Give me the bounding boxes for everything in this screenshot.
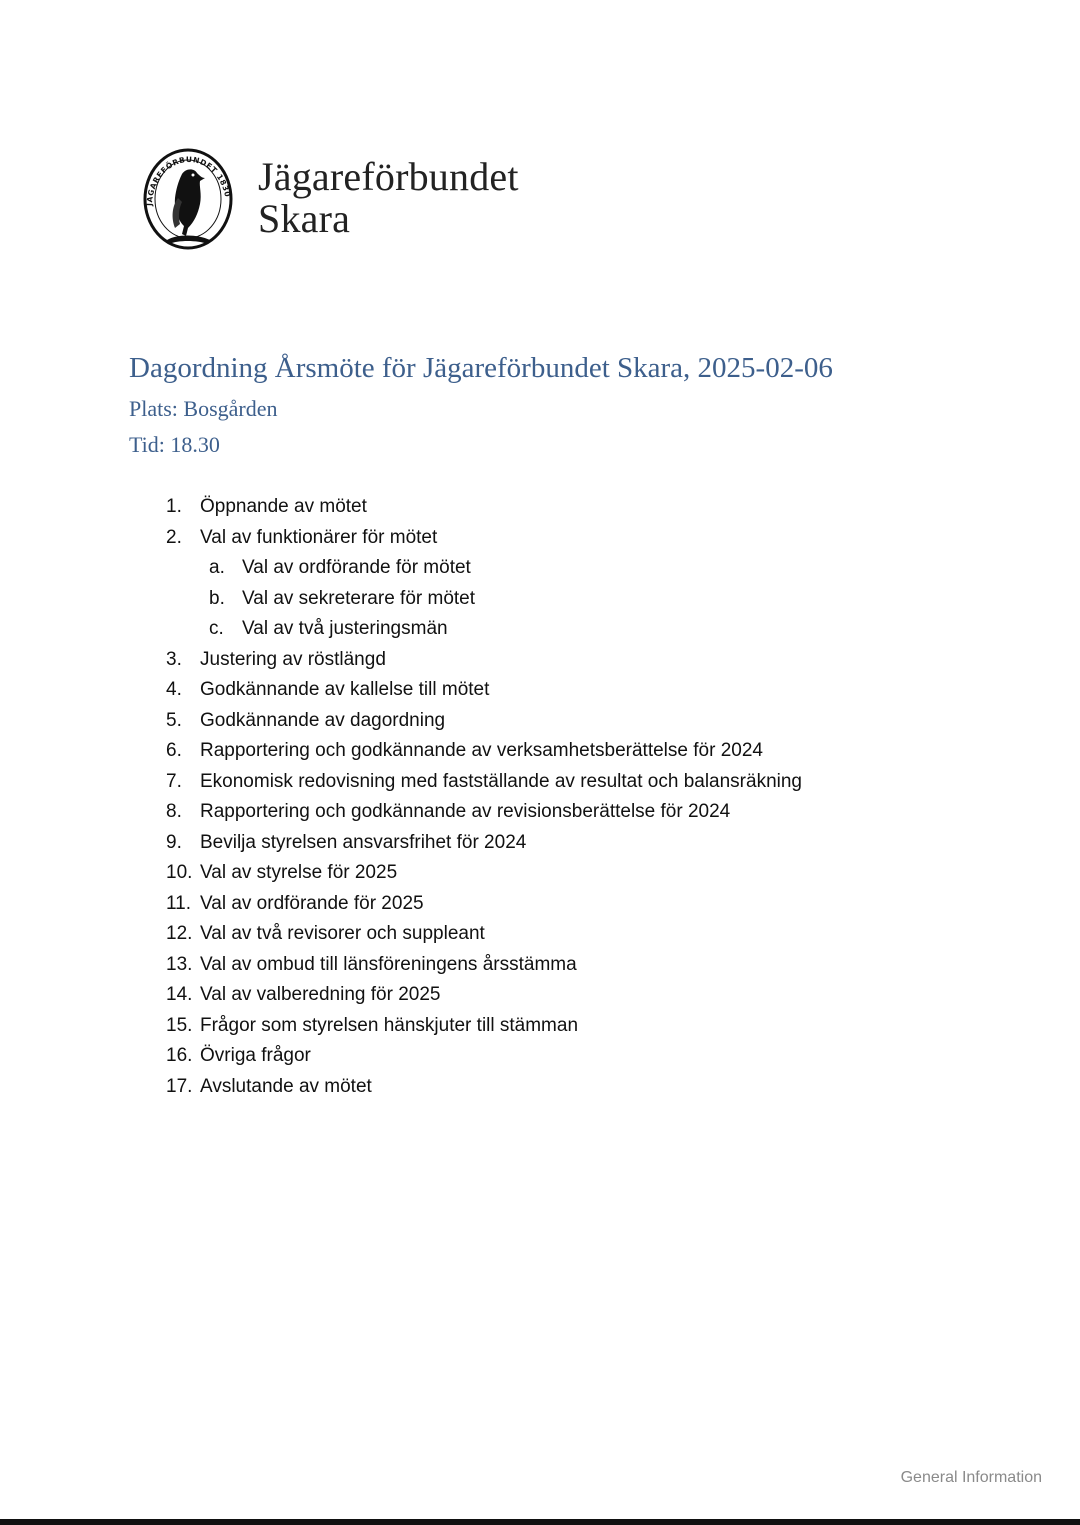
agenda-item <box>0 890 1080 921</box>
agenda-item <box>0 920 1080 951</box>
agenda-item-text: Ekonomisk redovisning med fastställande av resultat och balansräkning <box>200 770 802 792</box>
document-title: Dagordning Årsmöte för Jägareförbundet Skara, 2025-02-06 <box>129 352 833 384</box>
org-name-line2: Skara <box>258 196 351 241</box>
agenda-item <box>0 524 1080 555</box>
agenda-item <box>0 829 1080 860</box>
agenda-item-text: Val av två justeringsmän <box>242 618 448 639</box>
agenda-item <box>0 859 1080 890</box>
agenda-item-text: Rapportering och godkännande av revisionsberättelse för 2024 <box>200 801 731 822</box>
agenda-item-text: Val av sekreterare för mötet <box>242 587 476 609</box>
agenda-item <box>0 707 1080 738</box>
agenda-item <box>0 1073 1080 1104</box>
agenda-item-text: Godkännande av kallelse till mötet <box>200 679 490 700</box>
agenda-item-number: 11. <box>166 892 192 914</box>
agenda-item <box>0 1042 1080 1073</box>
agenda-item-text: Öppnande av mötet <box>200 496 367 517</box>
agenda-item-text: Frågor som styrelsen hänskjuter till stämman <box>200 1014 579 1036</box>
agenda-item <box>0 1012 1080 1043</box>
org-logo <box>142 148 562 254</box>
classification-label: General Information <box>900 1469 1042 1486</box>
agenda-subitem <box>0 585 1080 616</box>
agenda-item-number: 8. <box>166 801 182 822</box>
agenda-list <box>0 493 1080 1103</box>
org-name-line1: Jägareförbundet <box>258 154 519 199</box>
agenda-item-text: Avslutande av mötet <box>200 1075 372 1097</box>
agenda-item <box>0 951 1080 982</box>
agenda-item-number: 14. <box>166 984 193 1005</box>
agenda-item-text: Val av valberedning för 2025 <box>200 984 441 1005</box>
agenda-item-number: 16. <box>166 1045 193 1066</box>
agenda-item-number: 12. <box>166 923 193 944</box>
meeting-time: Tid: 18.30 <box>129 432 220 457</box>
svg-text:JÄGAREFÖRBUNDET 1830: JÄGAREFÖRBUNDET 1830 <box>144 154 233 207</box>
meeting-place: Plats: Bosgården <box>129 396 278 421</box>
agenda-item-number: b. <box>209 587 225 609</box>
eagle-seal-icon <box>142 148 236 252</box>
agenda-item <box>0 676 1080 707</box>
agenda-item <box>0 646 1080 677</box>
agenda-item-text: Val av ordförande för 2025 <box>200 892 424 914</box>
agenda-item-text: Justering av röstlängd <box>200 648 386 670</box>
agenda-item-number: 2. <box>166 526 182 548</box>
agenda-item-number: 5. <box>166 709 182 731</box>
agenda-item-number: 15. <box>166 1014 193 1036</box>
agenda-item <box>0 798 1080 829</box>
agenda-item-text: Övriga frågor <box>200 1045 311 1066</box>
agenda-item-number: c. <box>209 618 224 639</box>
agenda-item-text: Val av styrelse för 2025 <box>200 862 398 883</box>
org-name <box>258 156 519 240</box>
agenda-item-number: 1. <box>166 496 182 517</box>
agenda-item <box>0 737 1080 768</box>
agenda-item-text: Val av ombud till länsföreningens årsstämma <box>200 953 577 975</box>
agenda-item-text: Bevilja styrelsen ansvarsfrihet för 2024 <box>200 831 527 853</box>
agenda-item-number: 9. <box>166 831 182 853</box>
agenda-item-text: Rapportering och godkännande av verksamhetsberättelse för 2024 <box>200 740 763 761</box>
agenda-item-number: 17. <box>166 1075 193 1097</box>
agenda-subitem <box>0 554 1080 585</box>
agenda-item-number: 4. <box>166 679 182 700</box>
agenda-subitem <box>0 615 1080 646</box>
agenda-item-number: 10. <box>166 862 193 883</box>
agenda-item-text: Val av funktionärer för mötet <box>200 526 438 548</box>
agenda-item <box>0 768 1080 799</box>
agenda-item-number: 7. <box>166 770 182 792</box>
agenda-item-number: a. <box>209 557 225 578</box>
agenda-item-text: Val av ordförande för mötet <box>242 557 471 578</box>
agenda-item-text: Godkännande av dagordning <box>200 709 446 731</box>
agenda-item <box>0 493 1080 524</box>
agenda-item-number: 3. <box>166 648 182 670</box>
page-bottom-border <box>0 1519 1080 1525</box>
agenda-item <box>0 981 1080 1012</box>
agenda-item-number: 13. <box>166 953 193 975</box>
agenda-item-text: Val av två revisorer och suppleant <box>200 923 485 944</box>
agenda-item-number: 6. <box>166 740 182 761</box>
